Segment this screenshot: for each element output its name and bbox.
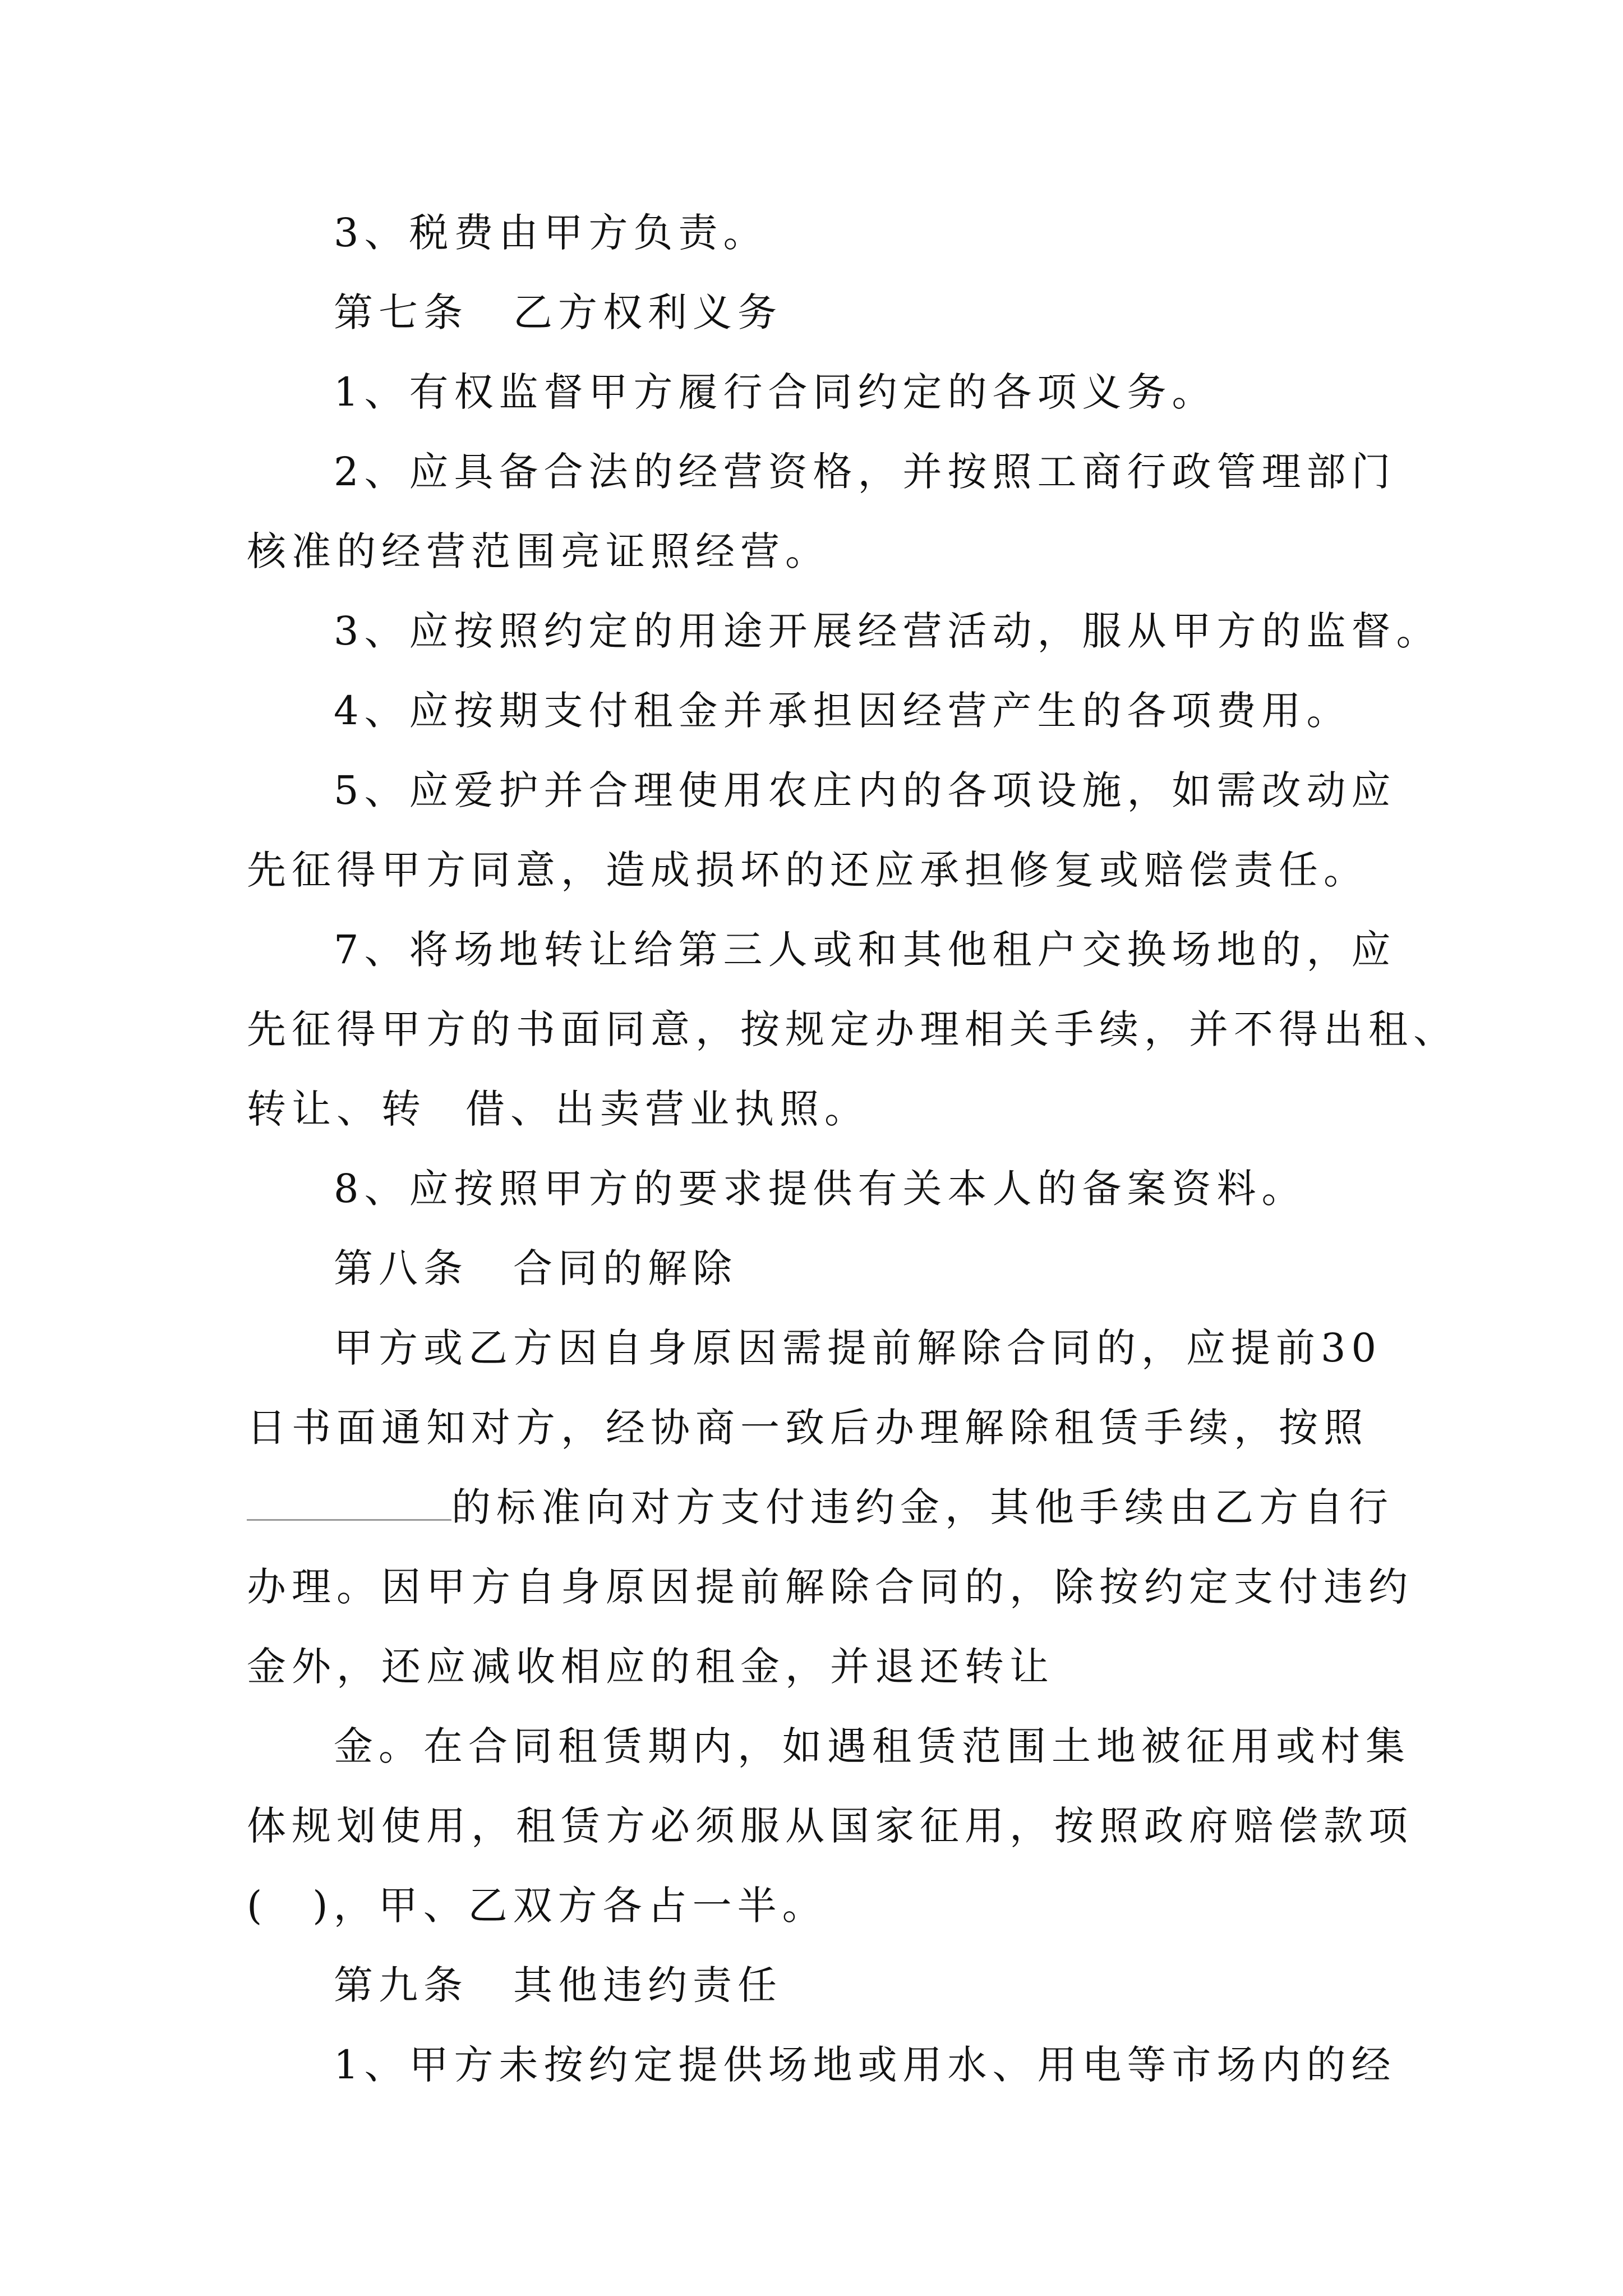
article-8-para2-line-3: ( )，甲、乙双方各占一半。 [247,1883,827,1929]
clause-7-item-7-line-3-part-1: 转让、转 [247,1086,426,1132]
clause-7-item-3: 3、应按照约定的用途开展经营活动，服从甲方的监督。 [334,608,1441,654]
clause-7-item-1: 1、有权监督甲方履行合同约定的各项义务。 [334,369,1217,415]
clause-6-item-3: 3、税费由甲方负责。 [334,210,768,256]
article-8-heading: 第八条 合同的解除 [334,1245,737,1291]
penalty-blank-field [247,1484,451,1521]
clause-7-item-8: 8、应按照甲方的要求提供有关本人的备案资料。 [334,1166,1307,1212]
clause-7-item-7-line-1: 7、将场地转让给第三人或和其他租户交换场地的，应 [334,927,1396,973]
clause-7-item-7-line-3 [247,1084,869,1134]
article-8-para-line-2: 日书面通知对方，经协商一致后办理解除租赁手续，按照 [247,1405,1368,1451]
article-8-para-line-5: 金外，还应减收相应的租金，并退还转让 [247,1644,1054,1690]
article-9-heading: 第九条 其他违约责任 [334,1962,782,2008]
clause-7-item-2-line-1: 2、应具备合法的经营资格，并按照工商行政管理部门 [334,449,1396,495]
article-7-heading: 第七条 乙方权利义务 [334,289,782,335]
clause-7-item-2-line-2: 核准的经营范围亮证照经营。 [247,528,830,574]
article-8-para-line-4: 办理。因甲方自身原因提前解除合同的，除按约定支付违约 [247,1564,1413,1610]
clause-7-item-4: 4、应按期支付租金并承担因经营产生的各项费用。 [334,688,1352,734]
clause-7-item-5-line-1: 5、应爱护并合理使用农庄内的各项设施，如需改动应 [334,767,1396,813]
article-8-para-line-1: 甲方或乙方因自身原因需提前解除合同的，应提前30 [334,1325,1382,1371]
clause-7-item-7-line-3-part-2: 借、出卖营业执照。 [465,1086,869,1132]
article-8-para2-line-2: 体规划使用，租赁方必须服从国家征用，按照政府赔偿款项 [247,1803,1413,1849]
clause-7-item-7-line-2: 先征得甲方的书面同意，按规定办理相关手续，并不得出租、 [247,1006,1458,1052]
clause-9-item-1: 1、甲方未按约定提供场地或用水、用电等市场内的经 [334,2042,1396,2088]
article-8-para-line-3-text: 的标准向对方支付违约金，其他手续由乙方自行 [451,1484,1394,1530]
article-8-para-line-3 [247,1482,1394,1533]
article-8-para2-line-1: 金。在合同租赁期内，如遇租赁范围土地被征用或村集 [334,1723,1410,1769]
clause-7-item-5-line-2: 先征得甲方同意，造成损坏的还应承担修复或赔偿责任。 [247,847,1368,893]
